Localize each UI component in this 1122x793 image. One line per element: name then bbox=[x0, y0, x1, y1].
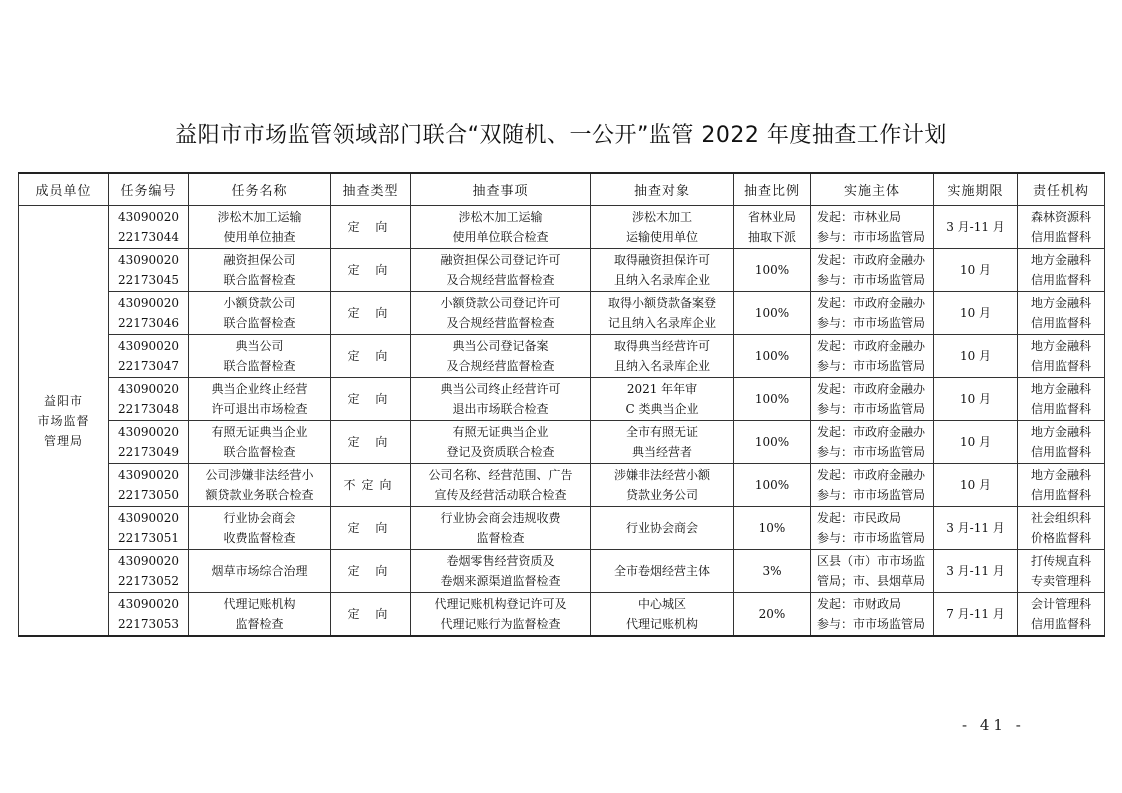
cell-line: 宣传及经营活动联合检查 bbox=[434, 488, 567, 502]
agency-cell bbox=[811, 378, 934, 421]
cell-line: 22173046 bbox=[117, 316, 180, 330]
cell-line: 参与：市市场监管局 bbox=[817, 531, 926, 545]
cell-line: 涉松木加工 bbox=[631, 210, 692, 224]
cell-line: 且纳入名录库企业 bbox=[613, 273, 710, 287]
cell-line: 涉松木加工运输 bbox=[217, 210, 302, 224]
task-id-cell bbox=[109, 550, 189, 593]
plan-table bbox=[18, 172, 1105, 637]
cell-line: 参与：市市场监管局 bbox=[817, 617, 926, 631]
check-object-cell bbox=[591, 550, 734, 593]
check-item-cell bbox=[411, 335, 591, 378]
check-object-cell bbox=[591, 593, 734, 637]
check-item-cell bbox=[411, 292, 591, 335]
cell-line: 43090020 bbox=[117, 554, 180, 568]
org-cell bbox=[1018, 292, 1105, 335]
org-cell bbox=[1018, 464, 1105, 507]
cell-line: 及合规经营监督检查 bbox=[446, 273, 555, 287]
ratio-cell bbox=[734, 335, 811, 378]
task-id-cell bbox=[109, 464, 189, 507]
cell-line: 参与：市市场监管局 bbox=[817, 359, 926, 373]
cell-line: 100% bbox=[754, 349, 790, 363]
cell-line: 信用监督科 bbox=[1030, 488, 1091, 502]
task-id-cell bbox=[109, 249, 189, 292]
check-object-cell bbox=[591, 206, 734, 249]
task-name-cell bbox=[189, 378, 331, 421]
column-header: 实施主体 bbox=[811, 173, 934, 206]
ratio-cell bbox=[734, 593, 811, 637]
cell-line: 22173053 bbox=[117, 617, 180, 631]
check-item-cell bbox=[411, 593, 591, 637]
column-header: 抽查事项 bbox=[411, 173, 591, 206]
cell-line: 43090020 bbox=[117, 468, 180, 482]
cell-line: 发起：市政府金融办 bbox=[817, 382, 926, 396]
cell-line: 取得典当经营许可 bbox=[613, 339, 710, 353]
cell-line: 22173045 bbox=[117, 273, 180, 287]
task-name-cell bbox=[189, 550, 331, 593]
cell-line: 地方金融科 bbox=[1030, 468, 1091, 482]
org-cell bbox=[1018, 550, 1105, 593]
agency-cell bbox=[811, 292, 934, 335]
cell-line: 专卖管理科 bbox=[1030, 574, 1091, 588]
cell-line: 发起：市政府金融办 bbox=[817, 296, 926, 310]
cell-line: 小额贷款公司登记许可 bbox=[440, 296, 561, 310]
cell-line: 公司涉嫌非法经营小 bbox=[205, 468, 314, 482]
check-type-cell: 不定向 bbox=[331, 464, 411, 507]
cell-line: 卷烟零售经营资质及 bbox=[446, 554, 555, 568]
cell-line: 融资担保公司登记许可 bbox=[440, 253, 561, 267]
org-cell bbox=[1018, 507, 1105, 550]
ratio-cell bbox=[734, 249, 811, 292]
task-name-cell bbox=[189, 421, 331, 464]
page-title: 益阳市市场监管领域部门联合“双随机、一公开”监管 2022 年度抽查工作计划 bbox=[175, 123, 947, 148]
cell-line: 参与：市市场监管局 bbox=[817, 316, 926, 330]
cell-line: 典当公司登记备案 bbox=[452, 339, 549, 353]
cell-line: 参与：市市场监管局 bbox=[817, 402, 926, 416]
table-row bbox=[19, 249, 1105, 292]
org-cell bbox=[1018, 378, 1105, 421]
cell-line: 22173052 bbox=[117, 574, 180, 588]
task-id-cell bbox=[109, 335, 189, 378]
period-cell: 10 月 bbox=[934, 421, 1018, 464]
cell-line: 发起：市政府金融办 bbox=[817, 425, 926, 439]
cell-line: 卷烟来源渠道监督检查 bbox=[440, 574, 561, 588]
check-item-cell bbox=[411, 206, 591, 249]
table-row bbox=[19, 206, 1105, 249]
cell-line: 典当公司终止经营许可 bbox=[440, 382, 561, 396]
cell-line: 地方金融科 bbox=[1030, 382, 1091, 396]
task-id-cell bbox=[109, 507, 189, 550]
cell-line: 会计管理科 bbox=[1030, 597, 1091, 611]
cell-line: 监督检查 bbox=[235, 617, 284, 631]
period-cell: 10 月 bbox=[934, 249, 1018, 292]
check-object-cell bbox=[591, 292, 734, 335]
cell-line: 行业协会商会 bbox=[223, 511, 296, 525]
check-object-cell bbox=[591, 464, 734, 507]
cell-line: 贷款业务公司 bbox=[625, 488, 698, 502]
cell-line: 信用监督科 bbox=[1030, 273, 1091, 287]
cell-line: 许可退出市场检查 bbox=[211, 402, 308, 416]
cell-line: 43090020 bbox=[117, 425, 180, 439]
cell-line: 使用单位抽查 bbox=[223, 230, 296, 244]
task-name-cell bbox=[189, 507, 331, 550]
cell-line: C 类典当企业 bbox=[625, 402, 699, 416]
task-name-cell bbox=[189, 335, 331, 378]
cell-line: 43090020 bbox=[117, 511, 180, 525]
column-header: 成员单位 bbox=[19, 173, 109, 206]
cell-line: 43090020 bbox=[117, 597, 180, 611]
task-id-cell bbox=[109, 593, 189, 637]
cell-line: 100% bbox=[754, 478, 790, 492]
period-cell: 3 月-11 月 bbox=[934, 550, 1018, 593]
cell-line: 额贷款业务联合检查 bbox=[205, 488, 314, 502]
cell-line: 10% bbox=[758, 521, 786, 535]
agency-cell bbox=[811, 550, 934, 593]
agency-cell bbox=[811, 464, 934, 507]
cell-line: 发起：市民政局 bbox=[817, 511, 902, 525]
task-name-cell bbox=[189, 292, 331, 335]
cell-line: 信用监督科 bbox=[1030, 230, 1091, 244]
page-number: - 41 - bbox=[962, 716, 1025, 734]
cell-line: 22173050 bbox=[117, 488, 180, 502]
cell-line: 且纳入名录库企业 bbox=[613, 359, 710, 373]
check-object-cell bbox=[591, 249, 734, 292]
cell-line: 价格监督科 bbox=[1030, 531, 1091, 545]
task-name-cell bbox=[189, 249, 331, 292]
agency-cell bbox=[811, 206, 934, 249]
ratio-cell bbox=[734, 292, 811, 335]
task-name-cell bbox=[189, 464, 331, 507]
check-object-cell bbox=[591, 378, 734, 421]
ratio-cell bbox=[734, 464, 811, 507]
check-item-cell bbox=[411, 249, 591, 292]
cell-line: 使用单位联合检查 bbox=[452, 230, 549, 244]
check-type-cell: 定 向 bbox=[331, 335, 411, 378]
table-row bbox=[19, 378, 1105, 421]
period-cell: 10 月 bbox=[934, 378, 1018, 421]
check-type-cell: 定 向 bbox=[331, 550, 411, 593]
org-cell bbox=[1018, 335, 1105, 378]
cell-line: 典当公司 bbox=[235, 339, 284, 353]
period-cell: 3 月-11 月 bbox=[934, 507, 1018, 550]
cell-line: 22173048 bbox=[117, 402, 180, 416]
cell-line: 公司名称、经营范围、广告 bbox=[428, 468, 573, 482]
cell-line: 行业协会商会违规收费 bbox=[440, 511, 561, 525]
period-cell: 10 月 bbox=[934, 464, 1018, 507]
column-header: 任务编号 bbox=[109, 173, 189, 206]
ratio-cell bbox=[734, 421, 811, 464]
cell-line: 运输使用单位 bbox=[625, 230, 698, 244]
check-type-cell: 定 向 bbox=[331, 593, 411, 637]
column-header: 抽查类型 bbox=[331, 173, 411, 206]
task-id-cell bbox=[109, 421, 189, 464]
check-item-cell bbox=[411, 421, 591, 464]
ratio-cell bbox=[734, 507, 811, 550]
column-header: 责任机构 bbox=[1018, 173, 1105, 206]
cell-line: 打传规直科 bbox=[1030, 554, 1091, 568]
task-id-cell bbox=[109, 292, 189, 335]
cell-line: 100% bbox=[754, 263, 790, 277]
cell-line: 管局；市、县烟草局 bbox=[817, 574, 926, 588]
org-cell bbox=[1018, 249, 1105, 292]
task-id-cell bbox=[109, 206, 189, 249]
cell-line: 发起：市政府金融办 bbox=[817, 468, 926, 482]
cell-line: 社会组织科 bbox=[1030, 511, 1091, 525]
org-cell bbox=[1018, 206, 1105, 249]
cell-line: 市场监督 bbox=[37, 413, 90, 428]
check-item-cell bbox=[411, 507, 591, 550]
check-type-cell: 定 向 bbox=[331, 378, 411, 421]
cell-line: 地方金融科 bbox=[1030, 296, 1091, 310]
table-row bbox=[19, 464, 1105, 507]
cell-line: 3% bbox=[762, 564, 782, 578]
agency-cell bbox=[811, 335, 934, 378]
cell-line: 省林业局 bbox=[747, 210, 796, 224]
header-row bbox=[19, 173, 1105, 206]
check-type-cell: 定 向 bbox=[331, 421, 411, 464]
cell-line: 参与：市市场监管局 bbox=[817, 273, 926, 287]
cell-line: 22173051 bbox=[117, 531, 180, 545]
cell-line: 发起：市财政局 bbox=[817, 597, 902, 611]
task-name-cell bbox=[189, 206, 331, 249]
cell-line: 全市有照无证 bbox=[625, 425, 698, 439]
table-row bbox=[19, 421, 1105, 464]
check-item-cell bbox=[411, 550, 591, 593]
agency-cell bbox=[811, 507, 934, 550]
table-row bbox=[19, 550, 1105, 593]
column-header: 任务名称 bbox=[189, 173, 331, 206]
cell-line: 43090020 bbox=[117, 253, 180, 267]
cell-line: 22173044 bbox=[117, 230, 180, 244]
check-item-cell bbox=[411, 378, 591, 421]
cell-line: 代理记账机构登记许可及 bbox=[434, 597, 567, 611]
cell-line: 参与：市市场监管局 bbox=[817, 230, 926, 244]
task-name-cell bbox=[189, 593, 331, 637]
cell-line: 联合监督检查 bbox=[223, 273, 296, 287]
agency-cell bbox=[811, 421, 934, 464]
cell-line: 地方金融科 bbox=[1030, 253, 1091, 267]
check-type-cell: 定 向 bbox=[331, 292, 411, 335]
cell-line: 全市卷烟经营主体 bbox=[613, 564, 710, 578]
table-row bbox=[19, 292, 1105, 335]
cell-line: 行业协会商会 bbox=[625, 521, 698, 535]
column-header: 实施期限 bbox=[934, 173, 1018, 206]
task-id-cell bbox=[109, 378, 189, 421]
cell-line: 取得融资担保许可 bbox=[613, 253, 710, 267]
ratio-cell bbox=[734, 378, 811, 421]
check-type-cell: 定 向 bbox=[331, 206, 411, 249]
cell-line: 管理局 bbox=[43, 433, 83, 448]
cell-line: 中心城区 bbox=[637, 597, 686, 611]
column-header: 抽查对象 bbox=[591, 173, 734, 206]
cell-line: 益阳市 bbox=[43, 393, 83, 408]
cell-line: 43090020 bbox=[117, 339, 180, 353]
member-unit-cell bbox=[19, 206, 109, 637]
period-cell: 3 月-11 月 bbox=[934, 206, 1018, 249]
cell-line: 区县（市）市市场监 bbox=[817, 554, 926, 568]
cell-line: 典当经营者 bbox=[631, 445, 692, 459]
cell-line: 信用监督科 bbox=[1030, 402, 1091, 416]
cell-line: 43090020 bbox=[117, 210, 180, 224]
cell-line: 监督检查 bbox=[476, 531, 525, 545]
cell-line: 代理记账机构 bbox=[223, 597, 296, 611]
table-row bbox=[19, 507, 1105, 550]
cell-line: 参与：市市场监管局 bbox=[817, 488, 926, 502]
cell-line: 20% bbox=[758, 607, 786, 621]
cell-line: 取得小额贷款备案登 bbox=[607, 296, 716, 310]
cell-line: 100% bbox=[754, 306, 790, 320]
cell-line: 100% bbox=[754, 435, 790, 449]
check-object-cell bbox=[591, 507, 734, 550]
period-cell: 10 月 bbox=[934, 292, 1018, 335]
cell-line: 及合规经营监督检查 bbox=[446, 359, 555, 373]
cell-line: 43090020 bbox=[117, 382, 180, 396]
cell-line: 信用监督科 bbox=[1030, 316, 1091, 330]
cell-line: 登记及资质联合检查 bbox=[446, 445, 555, 459]
cell-line: 有照无证典当企业 bbox=[452, 425, 549, 439]
cell-line: 典当企业终止经营 bbox=[211, 382, 308, 396]
cell-line: 抽取下派 bbox=[747, 230, 796, 244]
org-cell bbox=[1018, 421, 1105, 464]
table-row bbox=[19, 593, 1105, 637]
cell-line: 联合监督检查 bbox=[223, 316, 296, 330]
cell-line: 收费监督检查 bbox=[223, 531, 296, 545]
cell-line: 2021 年年审 bbox=[626, 382, 698, 396]
cell-line: 有照无证典当企业 bbox=[211, 425, 308, 439]
cell-line: 100% bbox=[754, 392, 790, 406]
cell-line: 参与：市市场监管局 bbox=[817, 445, 926, 459]
cell-line: 联合监督检查 bbox=[223, 445, 296, 459]
agency-cell bbox=[811, 593, 934, 637]
column-header: 抽查比例 bbox=[734, 173, 811, 206]
period-cell: 7 月-11 月 bbox=[934, 593, 1018, 637]
cell-line: 发起：市林业局 bbox=[817, 210, 902, 224]
cell-line: 地方金融科 bbox=[1030, 425, 1091, 439]
cell-line: 联合监督检查 bbox=[223, 359, 296, 373]
ratio-cell bbox=[734, 550, 811, 593]
table-row bbox=[19, 335, 1105, 378]
cell-line: 信用监督科 bbox=[1030, 445, 1091, 459]
cell-line: 43090020 bbox=[117, 296, 180, 310]
check-type-cell: 定 向 bbox=[331, 249, 411, 292]
cell-line: 及合规经营监督检查 bbox=[446, 316, 555, 330]
ratio-cell bbox=[734, 206, 811, 249]
agency-cell bbox=[811, 249, 934, 292]
cell-line: 小额贷款公司 bbox=[223, 296, 296, 310]
cell-line: 记且纳入名录库企业 bbox=[607, 316, 716, 330]
cell-line: 地方金融科 bbox=[1030, 339, 1091, 353]
cell-line: 涉嫌非法经营小额 bbox=[613, 468, 710, 482]
cell-line: 22173047 bbox=[117, 359, 180, 373]
org-cell bbox=[1018, 593, 1105, 637]
cell-line: 发起：市政府金融办 bbox=[817, 339, 926, 353]
check-object-cell bbox=[591, 335, 734, 378]
period-cell: 10 月 bbox=[934, 335, 1018, 378]
cell-line: 代理记账行为监督检查 bbox=[440, 617, 561, 631]
check-type-cell: 定 向 bbox=[331, 507, 411, 550]
cell-line: 代理记账机构 bbox=[625, 617, 698, 631]
cell-line: 退出市场联合检查 bbox=[452, 402, 549, 416]
cell-line: 融资担保公司 bbox=[223, 253, 296, 267]
cell-line: 森林资源科 bbox=[1030, 210, 1091, 224]
check-item-cell bbox=[411, 464, 591, 507]
cell-line: 信用监督科 bbox=[1030, 617, 1091, 631]
cell-line: 发起：市政府金融办 bbox=[817, 253, 926, 267]
check-object-cell bbox=[591, 421, 734, 464]
cell-line: 烟草市场综合治理 bbox=[211, 564, 308, 578]
cell-line: 涉松木加工运输 bbox=[458, 210, 543, 224]
cell-line: 信用监督科 bbox=[1030, 359, 1091, 373]
cell-line: 22173049 bbox=[117, 445, 180, 459]
